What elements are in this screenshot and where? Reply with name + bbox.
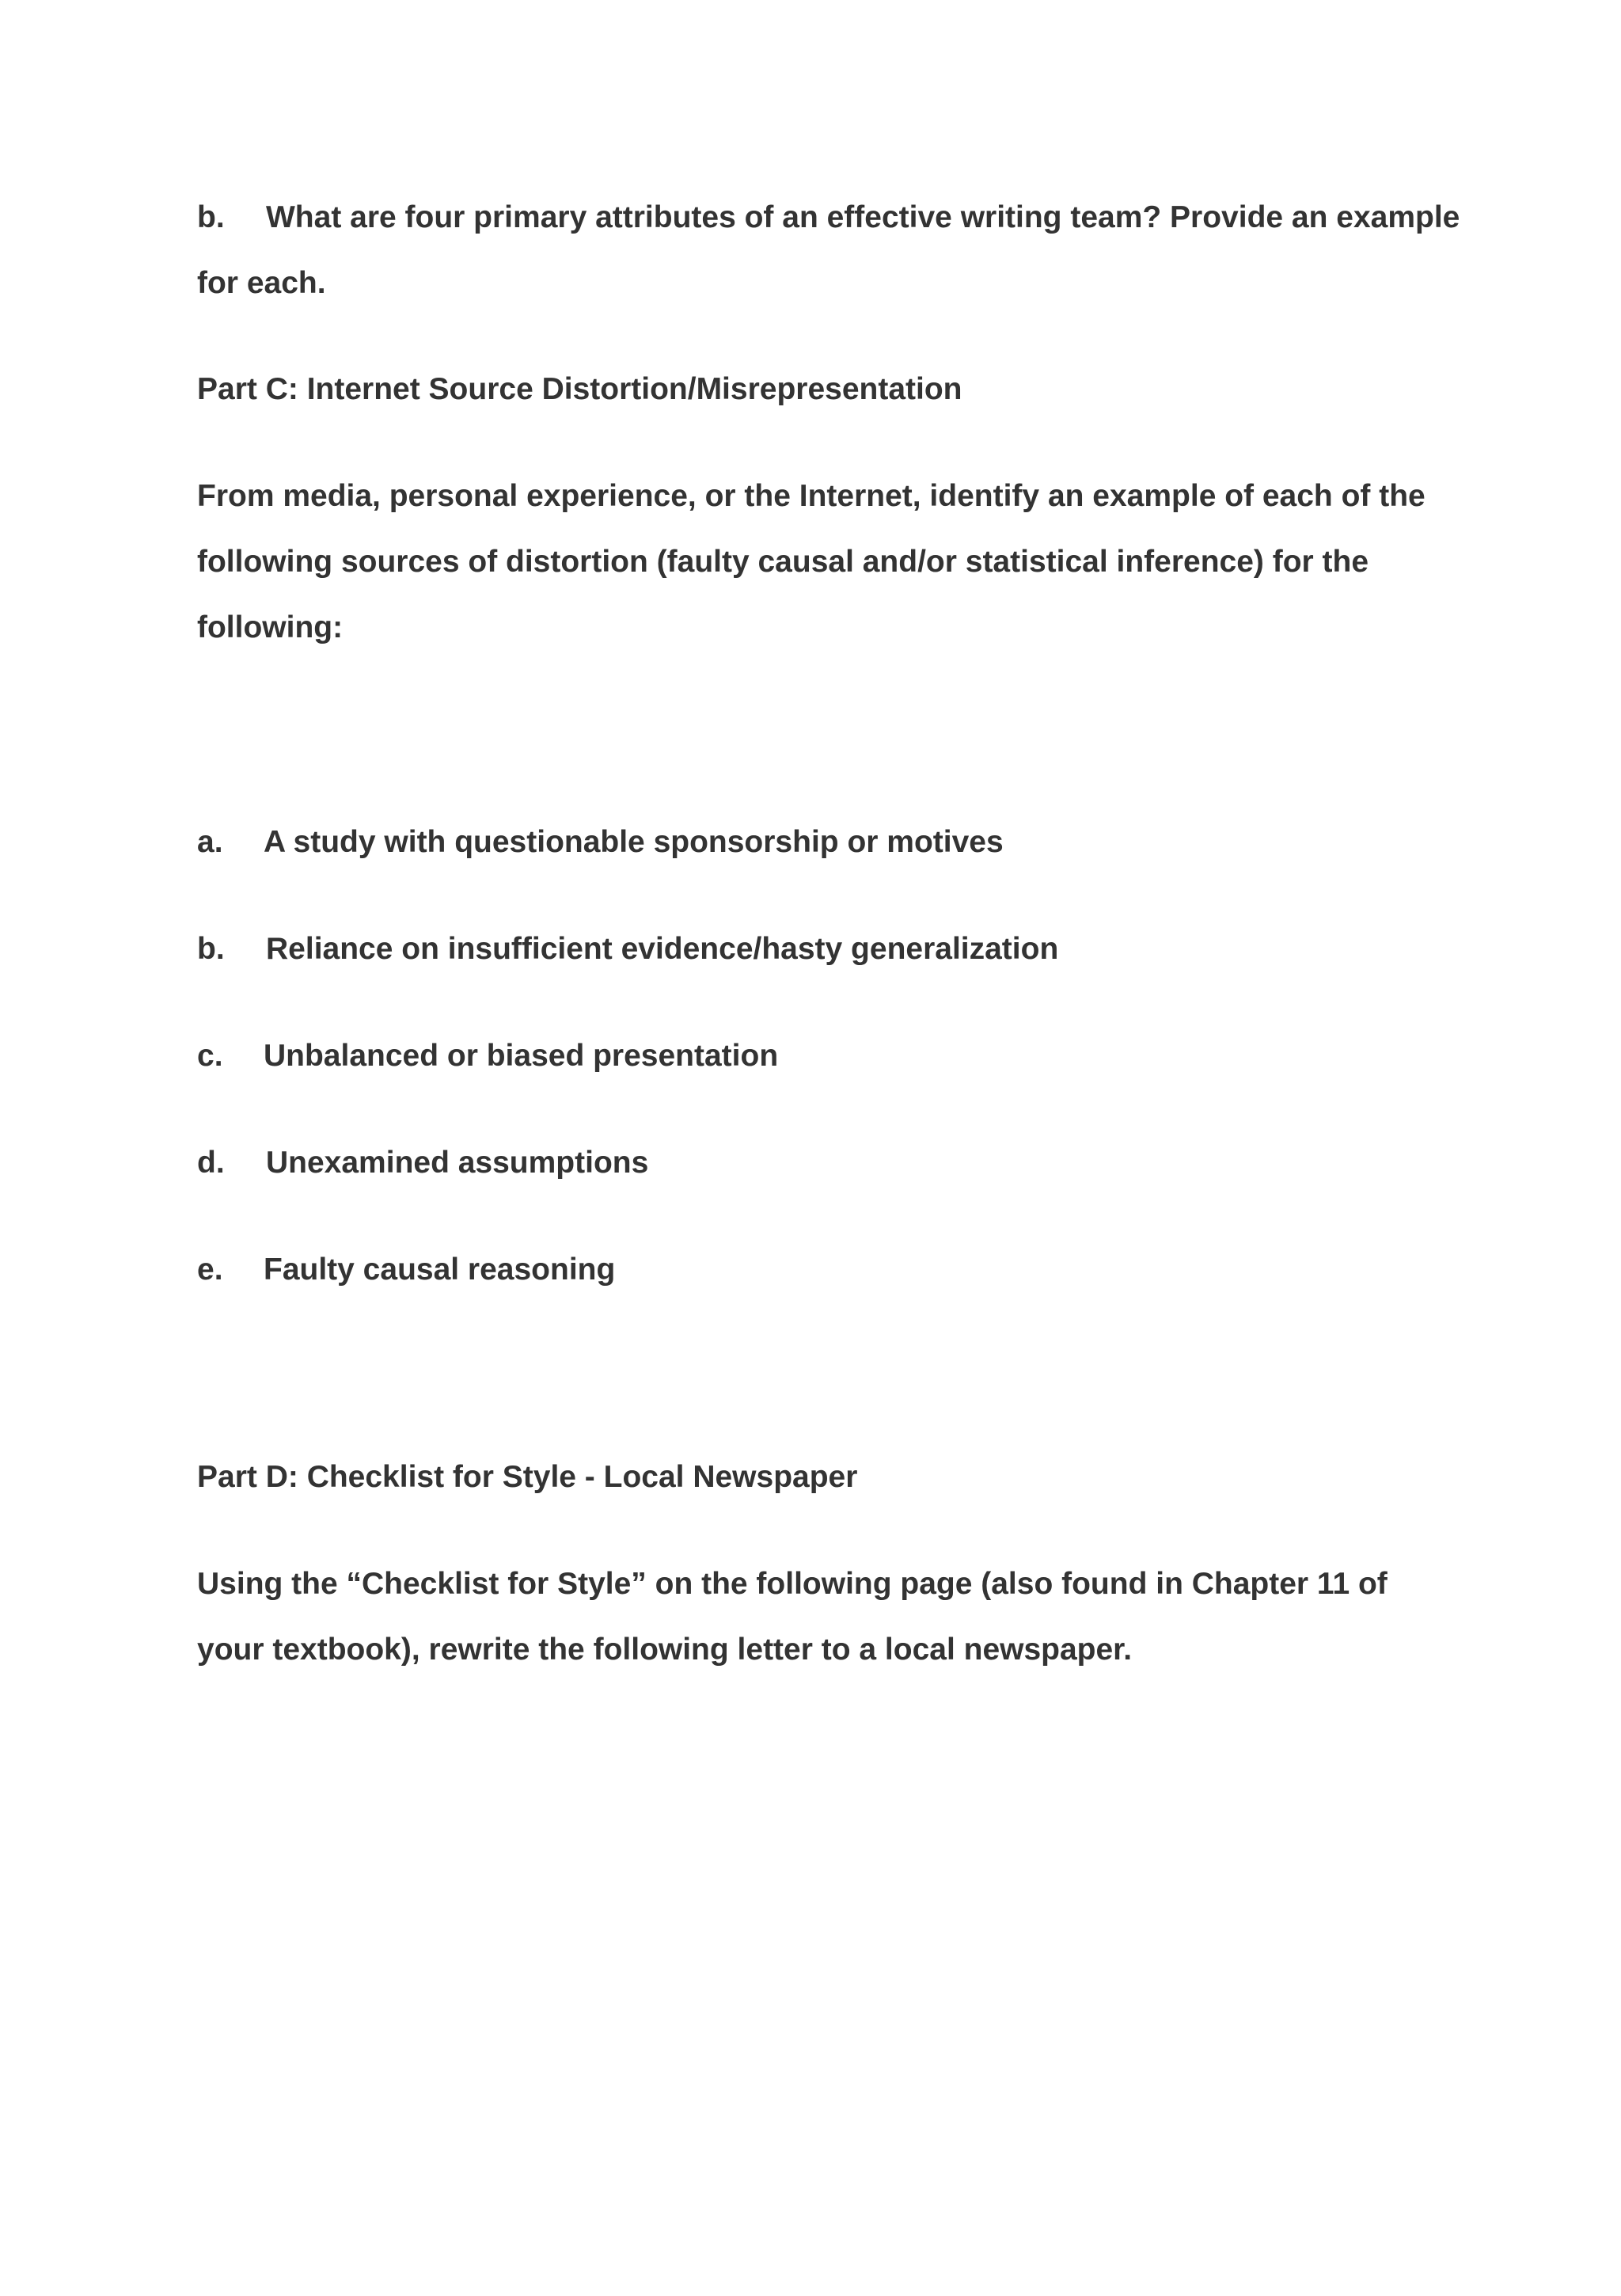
list-item-b-marker: b.	[197, 932, 225, 966]
part-d-heading: Part D: Checklist for Style - Local Newspaper	[197, 1460, 858, 1494]
part-c-intro-line-2: following sources of distortion (faulty causal and/or statistical inference) for the	[197, 545, 1369, 579]
question-b-line-2: for each.	[197, 266, 326, 300]
part-d-intro-line-1: Using the “Checklist for Style” on the following page (also found in Chapter 11 of	[197, 1567, 1388, 1601]
list-item-b-text: Reliance on insufficient evidence/hasty generalization	[266, 932, 1059, 966]
list-item-c-marker: c.	[197, 1039, 223, 1073]
list-item-e-text: Faulty causal reasoning	[264, 1253, 616, 1287]
question-b-line-1: What are four primary attributes of an effective writing team? Provide an example	[266, 200, 1460, 234]
part-c-intro-line-3: following:	[197, 610, 344, 644]
part-d-intro-line-2: your textbook), rewrite the following letter to a local newspaper.	[197, 1633, 1133, 1667]
question-b-marker: b.	[197, 200, 225, 234]
part-c-intro-line-1: From media, personal experience, or the Internet, identify an example of each of the	[197, 479, 1425, 513]
list-item-a-marker: a.	[197, 825, 223, 859]
part-c-heading: Part C: Internet Source Distortion/Misrepresentation	[197, 372, 962, 406]
list-item-c-text: Unbalanced or biased presentation	[264, 1039, 779, 1073]
list-item-e-marker: e.	[197, 1253, 223, 1287]
list-item-d-marker: d.	[197, 1146, 225, 1180]
list-item-a-text: A study with questionable sponsorship or motives	[264, 825, 1004, 859]
list-item-d-text: Unexamined assumptions	[266, 1146, 649, 1180]
